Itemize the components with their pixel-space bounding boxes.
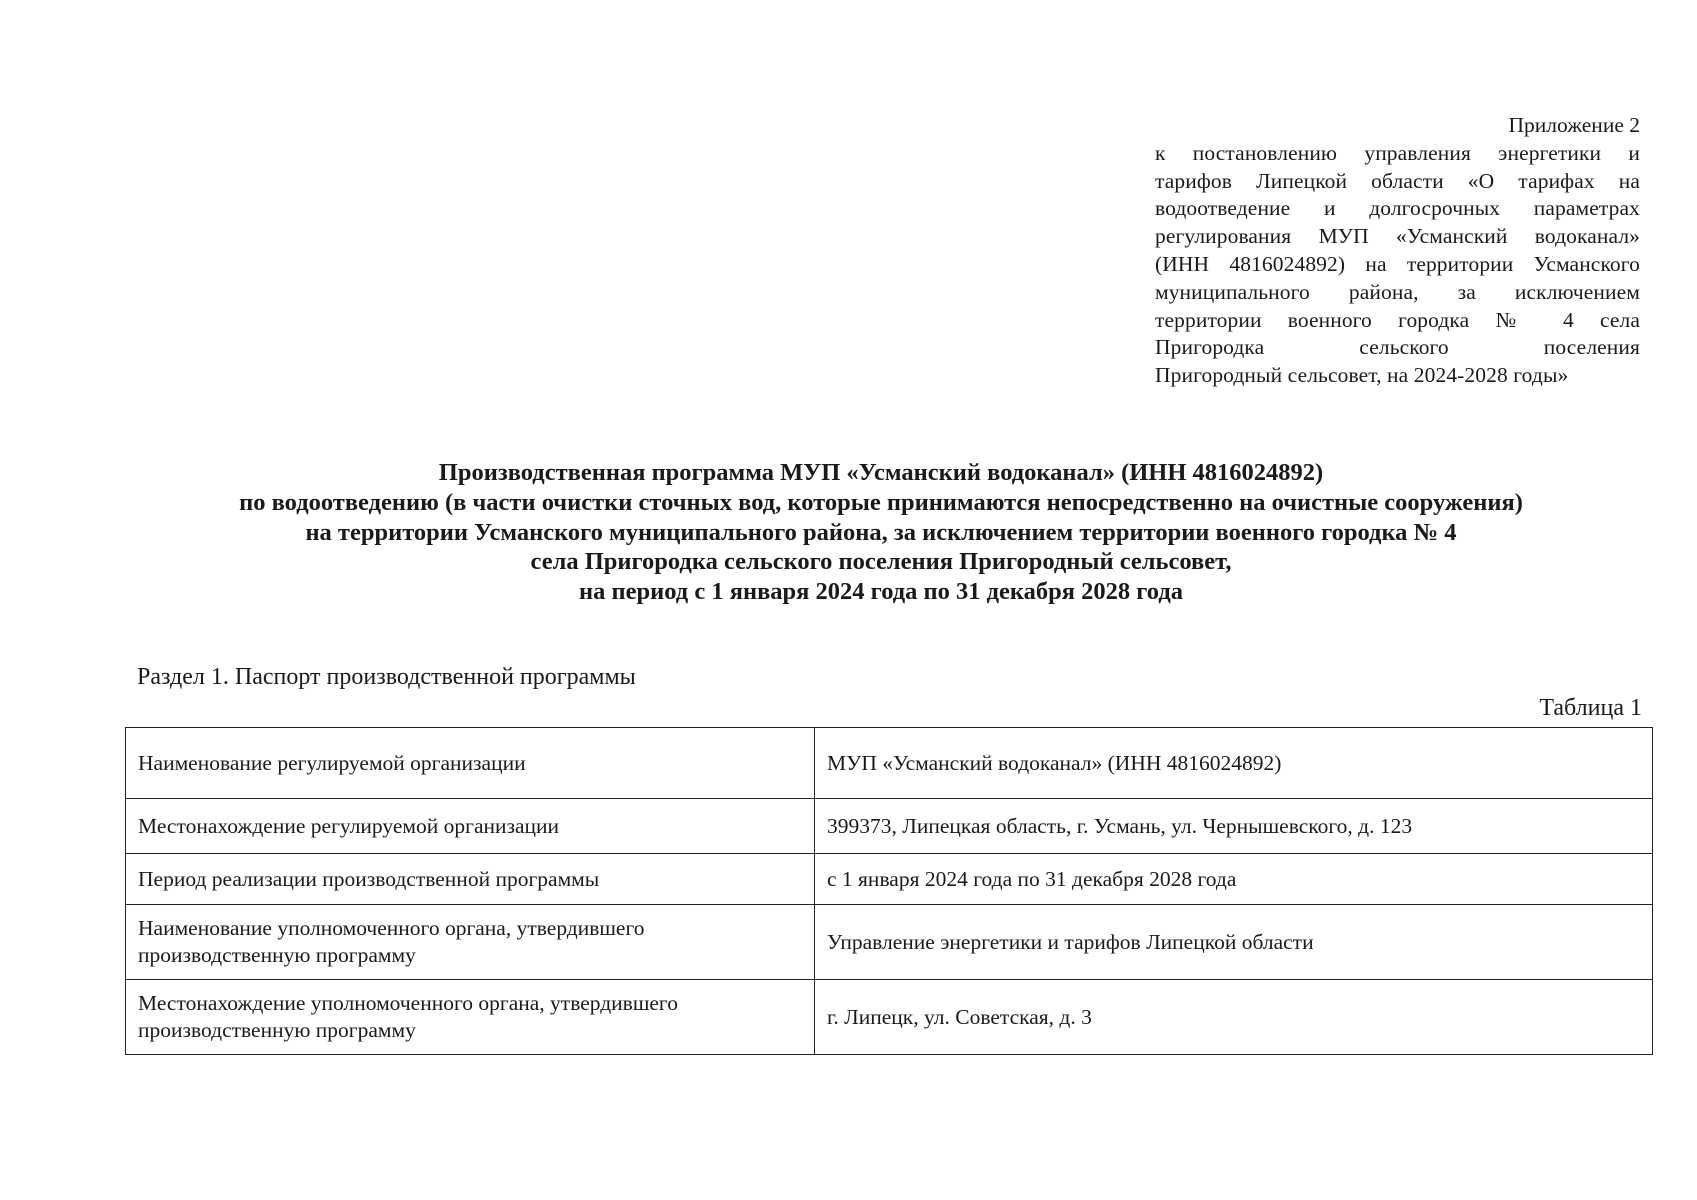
table-row bbox=[126, 905, 1653, 980]
heading-line: Производственная программа МУП «Усманский водоканал» (ИНН 4816024892) bbox=[438, 459, 1324, 486]
appendix-line: муниципального района, за исключением bbox=[1155, 279, 1640, 304]
table-caption: Таблица 1 bbox=[1539, 695, 1642, 721]
row-value: МУП «Усманский водоканал» (ИНН 4816024892) bbox=[815, 728, 1653, 799]
row-label: Наименование регулируемой организации bbox=[126, 728, 815, 799]
appendix-text bbox=[1155, 140, 1640, 390]
section-title: Раздел 1. Паспорт производственной программы bbox=[137, 664, 636, 690]
table-row bbox=[126, 854, 1653, 905]
appendix-line: регулирования МУП «Усманский водоканал» bbox=[1155, 224, 1640, 249]
row-value: г. Липецк, ул. Советская, д. 3 bbox=[815, 980, 1653, 1055]
program-heading bbox=[100, 458, 1662, 607]
heading-line: по водоотведению (в части очистки сточных вод, которые принимаются непосредственно на очистные сооружения) bbox=[239, 488, 1523, 516]
row-label: Период реализации производственной программы bbox=[126, 854, 815, 905]
appendix-line: территории военного городка № 4 села bbox=[1155, 307, 1640, 332]
row-label: Местонахождение регулируемой организации bbox=[126, 799, 815, 854]
heading-line: села Пригородка сельского поселения Пригородный сельсовет, bbox=[530, 548, 1232, 576]
appendix-line: Пригородный сельсовет, на 2024-2028 годы» bbox=[1155, 363, 1569, 388]
heading-line: на территории Усманского муниципального района, за исключением территории военного городка № 4 bbox=[305, 518, 1457, 546]
appendix-title: Приложение 2 bbox=[1508, 113, 1640, 137]
appendix-block bbox=[1155, 112, 1640, 390]
appendix-line: тарифов Липецкой области «О тарифах на bbox=[1155, 168, 1640, 193]
row-label: Наименование уполномоченного органа, утвердившего производственную программу bbox=[126, 905, 815, 980]
table-row bbox=[126, 980, 1653, 1055]
heading-line: на период с 1 января 2024 года по 31 декабря 2028 года bbox=[579, 578, 1183, 606]
appendix-line: (ИНН 4816024892) на территории Усманского bbox=[1155, 251, 1640, 276]
row-value: 399373, Липецкая область, г. Усмань, ул. Чернышевского, д. 123 bbox=[815, 799, 1653, 854]
row-label: Местонахождение уполномоченного органа, утвердившего производственную программу bbox=[126, 980, 815, 1055]
appendix-line: Пригородка сельского поселения bbox=[1155, 335, 1640, 360]
row-value: с 1 января 2024 года по 31 декабря 2028 года bbox=[815, 854, 1653, 905]
passport-table bbox=[125, 727, 1653, 1055]
table-row bbox=[126, 728, 1653, 799]
appendix-line: к постановлению управления энергетики и bbox=[1155, 140, 1640, 165]
appendix-line: водоотведение и долгосрочных параметрах bbox=[1155, 196, 1640, 221]
table-row bbox=[126, 799, 1653, 854]
row-value: Управление энергетики и тарифов Липецкой области bbox=[815, 905, 1653, 980]
